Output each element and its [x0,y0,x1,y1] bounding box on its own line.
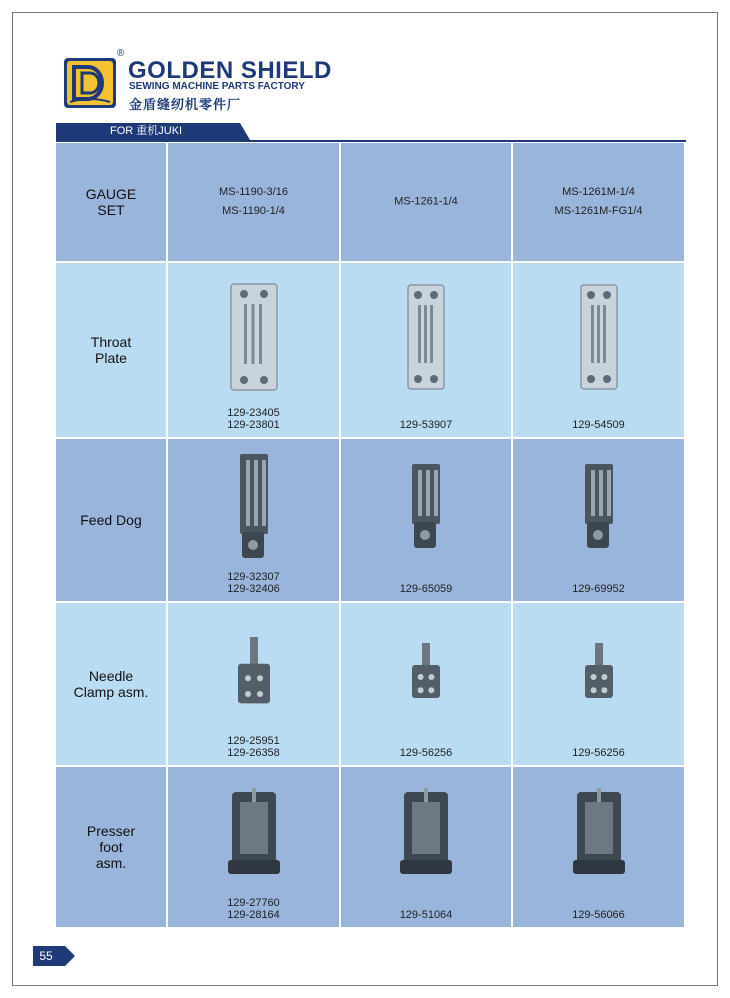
part-cell [168,603,341,767]
part-number [513,747,684,759]
part-cell [513,603,686,767]
gauge-set-model-line: MS-1261-1/4 [394,195,458,208]
part-number-line: 129-69952 [572,583,625,595]
header-label-line: SET [97,202,125,218]
part-cell [168,263,341,439]
throat-plate-icon [406,283,446,396]
part-type-label-line: Needle [88,668,134,684]
part-type-label [56,512,166,528]
part-type-cell [56,603,168,767]
part-number [341,909,511,921]
part-number-line: 129-32307 [227,571,280,583]
part-number-line: 129-32406 [227,583,280,595]
section-divider [56,140,686,142]
part-type-label-line: Clamp asm. [73,684,149,700]
gauge-set-cell [341,143,513,263]
feed-dog-icon [232,452,276,567]
brand-name: GOLDEN SHIELD [128,57,332,84]
part-number-line: 129-23405 [227,407,280,419]
part-number-line: 129-23801 [227,419,280,431]
gauge-set-cell [513,143,686,263]
gauge-set-cell [168,143,341,263]
part-type-label-line: Plate [95,350,127,366]
part-type-cell [56,767,168,929]
part-number-line: 129-54509 [572,419,625,431]
throat-plate-icon [229,282,279,397]
feed-dog-icon [404,462,448,557]
part-cell [513,767,686,929]
part-number [513,583,684,595]
part-cell [513,263,686,439]
part-type-label-line: asm. [95,855,127,871]
part-type-label-line: Feed Dog [80,512,142,528]
gauge-set-model-line: MS-1261M-FG1/4 [554,205,643,217]
part-number-line: 129-28164 [227,909,280,921]
brand-subtitle: SEWING MACHINE PARTS FACTORY [129,81,305,92]
part-type-label [56,334,166,366]
part-cell [341,263,513,439]
part-cell [341,439,513,603]
part-type-label-line: Throat [90,334,132,350]
header-label-line: GAUGE [85,186,137,202]
part-number [168,407,339,431]
part-number-line: 129-56256 [399,747,453,759]
part-number [341,747,511,759]
needle-clamp-icon [408,641,444,706]
part-cell [341,767,513,929]
section-tab: FOR 重机JUKI [56,123,240,140]
part-cell [168,439,341,603]
part-number [513,909,684,921]
gauge-set-model [168,183,339,221]
gauge-set-model-line: MS-1190-1/4 [222,205,285,217]
part-number [513,419,684,431]
golden-shield-logo-icon [64,58,116,108]
header-label [56,186,166,218]
part-number-line: 129-56256 [572,747,625,759]
part-type-label [56,823,166,871]
part-number-line: 129-26358 [227,747,280,759]
gauge-set-model-line: MS-1190-3/16 [219,186,288,198]
throat-plate-icon [579,283,619,396]
part-number-line: 129-51064 [399,909,453,921]
page-number: 55 [33,946,65,966]
part-type-label-line: foot [99,839,123,855]
needle-clamp-icon [234,635,274,712]
parts-table [56,143,686,929]
part-type-cell [56,439,168,603]
gauge-set-model [513,183,684,221]
presser-foot-icon [224,786,284,887]
part-cell [341,603,513,767]
part-number [341,419,511,431]
part-number [168,571,339,595]
part-type-cell [56,263,168,439]
gauge-set-model-line: MS-1261M-1/4 [562,186,635,198]
presser-foot-icon [396,786,456,887]
part-number-line: 129-25951 [227,735,280,747]
registered-mark: ® [117,48,125,59]
part-number-line: 129-65059 [399,583,453,595]
brand-chinese-name: 金盾缝纫机零件厂 [129,97,242,112]
part-number [168,735,339,759]
part-cell [513,439,686,603]
part-type-label [56,668,166,700]
part-number-line: 129-56066 [572,909,625,921]
part-number-line: 129-27760 [227,897,280,909]
part-number [341,583,511,595]
part-number-line: 129-53907 [399,419,453,431]
feed-dog-icon [577,462,621,557]
part-number [168,897,339,921]
gauge-set-model [341,193,511,212]
needle-clamp-icon [581,641,617,706]
part-cell [168,767,341,929]
header-label-cell [56,143,168,263]
presser-foot-icon [569,786,629,887]
part-type-label-line: Presser [86,823,136,839]
